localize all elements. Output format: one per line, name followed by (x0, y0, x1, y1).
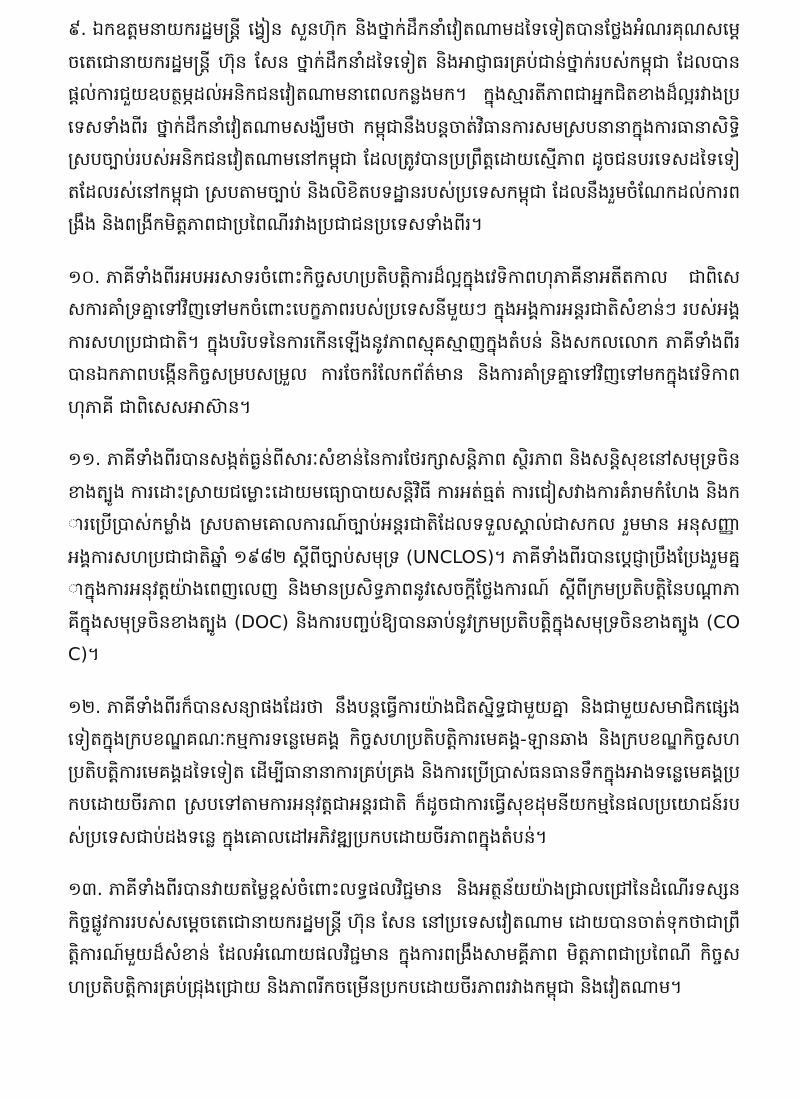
paragraph-text: ភាគីទាំងពីរបានវាយតម្លៃខ្ពស់ចំពោះលទ្ធផលវិជ្ជមាន និងអត្ថន័យយ៉ាងជ្រាលជ្រៅនៃដំណើរទស្សនកិច្ចផ្លូវការរបស់សម្តេចតេជោនាយករដ្ឋមន្ត្រី ហ៊ុន សែន នៅប្រទេសវៀតណាម ដោយបានចាត់ទុកថាជាព្រឹត្តិការណ៍មួយដ៏សំខាន់ ដែលអំណោយផលវិជ្ជមាន ក្នុងការពង្រឹងសាមគ្គីភាព មិត្តភាពជាប្រពៃណី កិច្ចសហប្រតិបត្តិការគ្រប់ជ្រុងជ្រោយ និងភាពរីកចម្រើនប្រកបដោយចីរភាពរវាងកម្ពុជា និងវៀតណាម។ (68, 879, 740, 998)
paragraph-number: ១០. (68, 266, 101, 288)
paragraph-number: ១២. (68, 696, 101, 718)
paragraph-9 (68, 14, 740, 242)
paragraph-13 (68, 874, 740, 1004)
document-body (68, 14, 740, 1024)
paragraph-10 (68, 262, 740, 425)
paragraph-number: ១៣. (68, 879, 103, 900)
paragraph-text: ឯកឧត្តមនាយករដ្ឋមន្ត្រី ង្វៀន សួនហ៊ុក និងថ្នាក់ដឹកនាំវៀតណាមដទៃទៀតបានថ្លែងអំណរគុណសម្តេចតេជោនាយករដ្ឋមន្ត្រី ហ៊ុន សែន ថ្នាក់ដឹកនាំដទៃទៀត និងអាជ្ញាធរគ្រប់ជាន់ថ្នាក់របស់កម្ពុជា ដែលបានផ្តល់ការជួយឧបត្ថម្ភដល់អនិកជនវៀតណាមនាពេលកន្លងមក។ ក្នុងស្មារតីភាពជាអ្នកជិតខាងដ៏ល្អរវាងប្រទេសទាំងពីរ ថ្នាក់ដឹកនាំវៀតណាមសង្ឃឹមថា កម្ពុជានឹងបន្តចាត់វិធានការសមស្របនានាក្នុងការធានាសិទ្ធិស្របច្បាប់របស់អនិកជនវៀតណាមនៅកម្ពុជា ដែលត្រូវបានប្រព្រឹត្តដោយស្មើភាព ដូចជនបរទេសដទៃទៀតដែលរស់នៅកម្ពុជា ស្របតាមច្បាប់ និងលិខិតបទដ្ឋានរបស់ប្រទេសកម្ពុជា ដែលនឹងរួមចំណែកដល់ការពង្រឹង និងពង្រីកមិត្តភាពជាប្រពៃណីរវាងប្រជាជនប្រទេសទាំងពីរ។ (68, 19, 740, 235)
paragraph-11 (68, 444, 740, 672)
paragraph-text: ភាគីទាំងពីរអបអរសាទរចំពោះកិច្ចសហប្រតិបត្តិការដ៏ល្អក្នុងវេទិកាពហុភាគីនាអតីតកាល ជាពិសេសការគាំទ្រគ្នាទៅវិញទៅមកចំពោះបេក្ខភាពរបស់ប្រទេសនីមួយៗ ក្នុងអង្គការអន្តរជាតិសំខាន់ៗ របស់អង្គការសហប្រជាជាតិ។ ក្នុងបរិបទនៃការកើនឡើងនូវភាពស្មុគស្មាញក្នុងតំបន់ និងសកលលោក ភាគីទាំងពីរបានឯកភាពបង្កើនកិច្ចសម្របសម្រួល ការចែករំលែកព័ត៌មាន និងការគាំទ្រគ្នាទៅវិញទៅមកក្នុងវេទិកាពហុភាគី ជាពិសេសអាស៊ាន។ (68, 266, 740, 418)
paragraph-12 (68, 692, 740, 855)
paragraph-text: ភាគីទាំងពីរបានសង្កត់ធ្ងន់ពីសារៈសំខាន់នៃការថែរក្សាសន្តិភាព ស្ថិរភាព និងសន្តិសុខនៅសមុទ្រចិនខាងត្បូង ការដោះស្រាយជម្លោះដោយមធ្យោបាយសន្តិវិធី ការអត់ធ្មត់ ការជៀសវាងការគំរាមកំហែង និងការប្រើប្រាស់កម្លាំង ស្របតាមគោលការណ៍ច្បាប់អន្តរជាតិដែលទទួលស្គាល់ជាសកល រួមមាន អនុសញ្ញាអង្គការសហប្រជាជាតិឆ្នាំ ១៩៨២ ស្តីពីច្បាប់សមុទ្រ (UNCLOS)។ ភាគីទាំងពីរបានប្តេជ្ញាប្រឹងប្រែងរួមគ្នាក្នុងការអនុវត្តយ៉ាងពេញលេញ និងមានប្រសិទ្ធភាពនូវសេចក្តីថ្លែងការណ៍ ស្តីពីក្រមប្រតិបត្តិនៃបណ្តាភាគីក្នុងសមុទ្រចិនខាងត្បូង (DOC) និងការបញ្ចប់ឱ្យបានឆាប់នូវក្រមប្រតិបត្តិក្នុងសមុទ្រចិនខាងត្បូង (COC)។ (68, 449, 740, 665)
paragraph-number: ៩. (68, 19, 87, 40)
paragraph-text: ភាគីទាំងពីរក៏បានសន្យាផងដែរថា នឹងបន្តធ្វើការយ៉ាងជិតស្និទ្ធជាមួយគ្នា និងជាមួយសមាជិកផ្សេងទៀតក្នុងក្របខណ្ឌគណៈកម្មការទន្លេមេគង្គ កិច្ចសហប្រតិបត្តិការមេគង្គ-ឡានឆាង និងក្របខណ្ឌកិច្ចសហប្រតិបត្តិការមេគង្គដទៃទៀត ដើម្បីធានានាការគ្រប់គ្រង និងការប្រើប្រាស់ធនធានទឹកក្នុងអាងទន្លេមេគង្គប្រកបដោយចីរភាព ស្របទៅតាមការអនុវត្តជាអន្តរជាតិ ក៏ដូចជាការធ្វើសុខដុមនីយកម្មនៃផលប្រយោជន៍របស់ប្រទេសជាប់ដងទន្លេ ក្នុងគោលដៅអភិវឌ្ឍប្រកបដោយចីរភាពក្នុងតំបន់។ (68, 696, 740, 848)
paragraph-number: ១១. (68, 449, 101, 470)
